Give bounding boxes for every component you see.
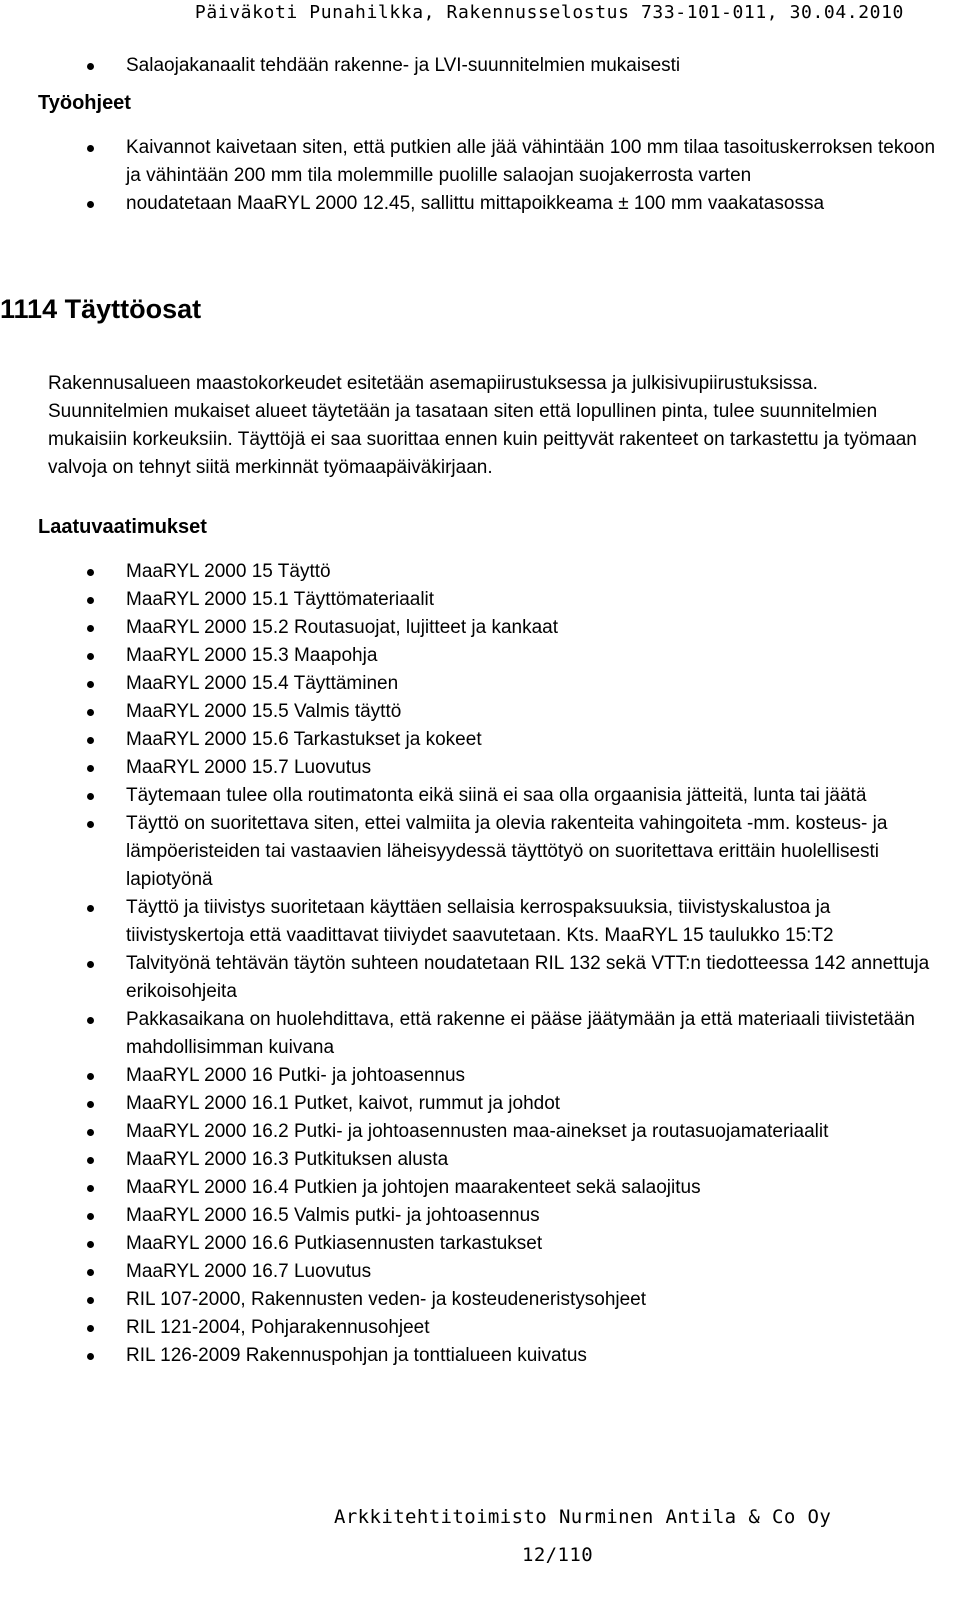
quality-list bbox=[0, 558, 960, 1370]
bullet-icon bbox=[87, 1073, 94, 1080]
list-item-text: MaaRYL 2000 15.6 Tarkastukset ja kokeet bbox=[126, 729, 482, 750]
list-item bbox=[0, 894, 960, 950]
list-item bbox=[0, 950, 960, 1006]
bullet-icon bbox=[87, 737, 94, 744]
list-item-text: MaaRYL 2000 16.2 Putki- ja johtoasennusten maa-ainekset ja routasuojamateriaalit bbox=[126, 1121, 829, 1142]
list-item bbox=[0, 1090, 960, 1118]
bullet-icon bbox=[87, 597, 94, 604]
list-item bbox=[0, 1146, 960, 1174]
list-item bbox=[0, 782, 960, 810]
list-item bbox=[0, 1062, 960, 1090]
list-item bbox=[0, 1174, 960, 1202]
bullet-icon bbox=[87, 653, 94, 660]
bullet-icon bbox=[87, 1185, 94, 1192]
bullet-icon bbox=[87, 1129, 94, 1136]
bullet-icon bbox=[87, 1101, 94, 1108]
list-item-text: MaaRYL 2000 15.1 Täyttömateriaalit bbox=[126, 589, 435, 610]
list-item-text: Kaivannot kaivetaan siten, että putkien alle jää vähintään 100 mm tilaa tasoituskerroksen tekoon ja vähintään 200 mm tila molemmille puolille salaojan suojakerrosta varten bbox=[126, 137, 936, 186]
list-item-text: MaaRYL 2000 16.3 Putkituksen alusta bbox=[126, 1149, 449, 1170]
list-item-text: MaaRYL 2000 16.4 Putkien ja johtojen maarakenteet sekä salaojitus bbox=[126, 1177, 701, 1198]
list-item bbox=[0, 134, 960, 190]
bullet-icon bbox=[87, 1325, 94, 1332]
list-item-text: MaaRYL 2000 15.2 Routasuojat, lujitteet ja kankaat bbox=[126, 617, 559, 638]
bullet-icon bbox=[87, 793, 94, 800]
list-item bbox=[0, 1286, 960, 1314]
document-header: Päiväkoti Punahilkka, Rakennusselostus 733-101-011, 30.04.2010 bbox=[194, 2, 904, 23]
bullet-icon bbox=[87, 1157, 94, 1164]
list-item-text: MaaRYL 2000 16 Putki- ja johtoasennus bbox=[126, 1065, 466, 1086]
page-number: 12/110 bbox=[522, 1544, 594, 1566]
top-bullet-list bbox=[0, 52, 960, 80]
footer-company: Arkkitehtitoimisto Nurminen Antila & Co Oy bbox=[334, 1506, 832, 1528]
list-item-text: MaaRYL 2000 16.5 Valmis putki- ja johtoasennus bbox=[126, 1205, 540, 1226]
list-item bbox=[0, 614, 960, 642]
list-item-text: Täytemaan tulee olla routimatonta eikä siinä ei saa olla orgaanisia jätteitä, lunta tai jäätä bbox=[126, 785, 867, 806]
list-item bbox=[0, 1202, 960, 1230]
list-item-text: MaaRYL 2000 15.5 Valmis täyttö bbox=[126, 701, 402, 722]
list-item bbox=[0, 1314, 960, 1342]
list-item bbox=[0, 642, 960, 670]
bullet-icon bbox=[87, 63, 94, 70]
list-item bbox=[0, 1006, 960, 1062]
list-item-text: RIL 107-2000, Rakennusten veden- ja kosteudeneristysohjeet bbox=[126, 1289, 647, 1310]
bullet-icon bbox=[87, 1241, 94, 1248]
bullet-icon bbox=[87, 145, 94, 152]
bullet-icon bbox=[87, 905, 94, 912]
bullet-icon bbox=[87, 1017, 94, 1024]
list-item-text: MaaRYL 2000 15 Täyttö bbox=[126, 561, 331, 582]
list-item bbox=[0, 1118, 960, 1146]
list-item-text: MaaRYL 2000 16.7 Luovutus bbox=[126, 1261, 372, 1282]
bullet-icon bbox=[87, 765, 94, 772]
list-item-text: RIL 126-2009 Rakennuspohjan ja tonttialueen kuivatus bbox=[126, 1345, 587, 1366]
bullet-icon bbox=[87, 709, 94, 716]
list-item bbox=[0, 1342, 960, 1370]
bullet-icon bbox=[87, 625, 94, 632]
list-item bbox=[0, 1230, 960, 1258]
list-item-text: Pakkasaikana on huolehdittava, että rakenne ei pääse jäätymään ja että materiaali tiivistetään mahdollisimman kuivana bbox=[126, 1009, 915, 1058]
work-instructions-heading: Työohjeet bbox=[38, 92, 131, 114]
quality-heading: Laatuvaatimukset bbox=[38, 516, 207, 538]
list-item bbox=[0, 670, 960, 698]
list-item bbox=[0, 558, 960, 586]
list-item-text: MaaRYL 2000 15.4 Täyttäminen bbox=[126, 673, 399, 694]
bullet-icon bbox=[87, 1297, 94, 1304]
list-item-text: Salaojakanaalit tehdään rakenne- ja LVI-suunnitelmien mukaisesti bbox=[126, 55, 681, 76]
list-item-text: MaaRYL 2000 16.6 Putkiasennusten tarkastukset bbox=[126, 1233, 543, 1254]
list-item-text: MaaRYL 2000 15.7 Luovutus bbox=[126, 757, 372, 778]
list-item bbox=[0, 726, 960, 754]
bullet-icon bbox=[87, 961, 94, 968]
list-item bbox=[0, 586, 960, 614]
list-item-text: Täyttö on suoritettava siten, ettei valmiita ja olevia rakenteita vahingoiteta -mm. kosteus- ja lämpöeristeiden tai vastaavien läheisyydessä täyttötyö on suoritettava erittäin huolellisesti lapiotyönä bbox=[126, 813, 888, 890]
bullet-icon bbox=[87, 1269, 94, 1276]
list-item-text: Talvityönä tehtävän täytön suhteen noudatetaan RIL 132 sekä VTT:n tiedotteessa 142 annettuja erikoisohjeita bbox=[126, 953, 930, 1002]
list-item-text: Täyttö ja tiivistys suoritetaan käyttäen sellaisia kerrospaksuuksia, tiivistyskalustoa ja tiivistyskertoja että vaadittavat tiiviydet saavutetaan. Kts. MaaRYL 15 taulukko 15:T2 bbox=[126, 897, 834, 946]
list-item bbox=[0, 754, 960, 782]
list-item bbox=[0, 190, 960, 218]
list-item bbox=[0, 810, 960, 894]
list-item-text: noudatetaan MaaRYL 2000 12.45, sallittu mittapoikkeama ± 100 mm vaakatasossa bbox=[126, 193, 825, 214]
bullet-icon bbox=[87, 569, 94, 576]
section-heading: 1114 Täyttöosat bbox=[0, 294, 202, 324]
section-paragraph: Rakennusalueen maastokorkeudet esitetään asemapiirustuksessa ja julkisivupiirustuksissa. Suunnitelmien mukaiset alueet täytetään ja tasataan siten että lopullinen pinta, tulee suunnitelmien mukaisiin korkeuksiin. Täyttöjä ei saa suorittaa ennen kuin peittyvät rakenteet on tarkastettu ja työmaan valvoja on tehnyt siitä merkinnät työmaapäiväkirjaan. bbox=[48, 373, 917, 478]
bullet-icon bbox=[87, 681, 94, 688]
list-item-text: MaaRYL 2000 15.3 Maapohja bbox=[126, 645, 378, 666]
list-item-text: RIL 121-2004, Pohjarakennusohjeet bbox=[126, 1317, 430, 1338]
list-item-text: MaaRYL 2000 16.1 Putket, kaivot, rummut ja johdot bbox=[126, 1093, 561, 1114]
list-item bbox=[0, 1258, 960, 1286]
work-instructions-list bbox=[0, 134, 960, 218]
bullet-icon bbox=[87, 1353, 94, 1360]
bullet-icon bbox=[87, 201, 94, 208]
bullet-icon bbox=[87, 1213, 94, 1220]
list-item bbox=[0, 698, 960, 726]
list-item bbox=[0, 52, 960, 80]
bullet-icon bbox=[87, 821, 94, 828]
